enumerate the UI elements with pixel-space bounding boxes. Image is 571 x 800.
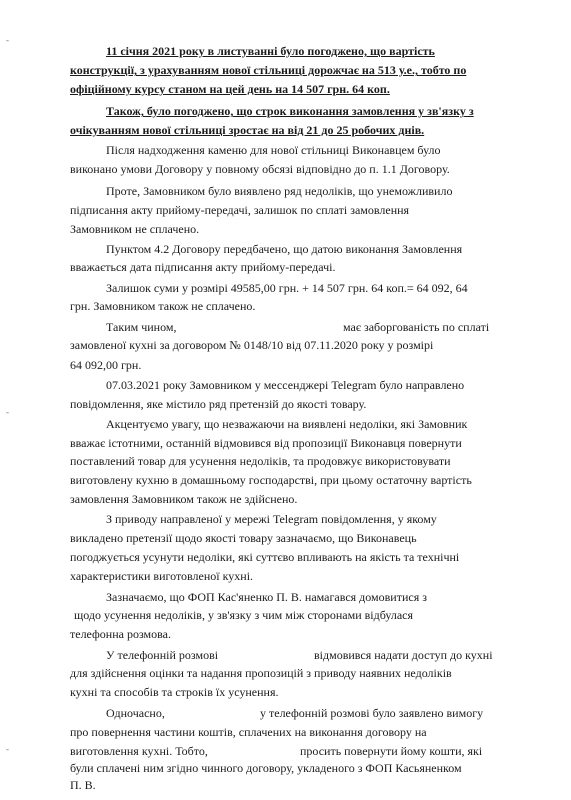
text-line: Залишок суми у розмірі 49585,00 грн. + 14 507 грн. 64 коп.= 64 092, 64 <box>106 281 468 295</box>
text-line: грн. Замовником також не сплачено. <box>70 299 256 314</box>
text-line: погоджується усунути недоліки, які суттєво впливають на якість та технічні <box>70 549 460 564</box>
text-line: Акцентуємо увагу, що незважаючи на виявлені недоліки, які Замовник <box>106 416 468 431</box>
text-line: П. В. <box>70 778 96 792</box>
text-line: просить повернути йому кошти, які <box>300 743 483 758</box>
text-line: 64 092,00 грн. <box>70 357 142 372</box>
text-line: щодо усунення недоліків, у зв'язку з чим між сторонами відбулася <box>74 607 414 622</box>
text-line: про повернення частини коштів, сплачених на виконання договору на <box>70 725 427 740</box>
text-line: характеристики виготовленої кухні. <box>70 568 254 583</box>
text-line: замовлення Замовником також не здійснено. <box>70 492 298 507</box>
text-line: були сплачені ним згідно чинного договору, укладеного з ФОП Касьяненком <box>70 760 462 775</box>
text-line: Зазначаємо, що ФОП Кас'яненко П. В. намагався домовитися з <box>106 589 427 604</box>
text-line: У телефонній розмові <box>106 648 219 662</box>
text-line: 11 січня 2021 року в листуванні було погоджено, що вартість <box>106 44 435 58</box>
text-line: вважається дата підписання акту прийому-передачі. <box>70 260 336 274</box>
text-line: Замовником не сплачено. <box>70 221 200 236</box>
text-line: викладено претензії щодо якості товару зазначаємо, що Виконавець <box>70 531 417 546</box>
text-line: Також, було погоджено, що строк виконання замовлення у зв'язку з <box>106 104 474 119</box>
text-line: виготовлення кухні. Тобто, <box>70 743 208 758</box>
text-line: поставлений товар для усунення недоліків, та продовжує використовувати <box>70 454 451 468</box>
text-line: у телефонній розмові було заявлено вимогу <box>260 706 484 721</box>
text-line: З приводу направленої у мережі Telegram повідомлення, у якому <box>106 512 437 527</box>
text-line: виготовлену кухню в домашньому господарстві, при цьому остаточну вартість <box>70 473 472 488</box>
margin-mark: - <box>6 744 9 754</box>
text-line: Проте, Замовником було виявлено ряд недоліків, що унеможливило <box>106 183 453 198</box>
text-line: конструкції, з урахуванням нової стільниці дорожчає на 513 у.е., тобто по <box>70 63 467 78</box>
margin-mark: - <box>6 407 9 417</box>
text-line: вважає істотними, останній відмовився від пропозиції Виконавця повернути <box>70 435 462 450</box>
text-line: для здійснення оцінки та надання пропозицій з приводу наявних недоліків <box>70 666 452 681</box>
text-line: Пунктом 4.2 Договору передбачено, що датою виконання Замовлення <box>106 241 463 256</box>
text-line: повідомлення, яке містило ряд претензій до якості товару. <box>70 396 367 411</box>
margin-mark: - <box>6 35 9 45</box>
text-line: очікуванням нової стільниці зростає на від 21 до 25 робочих днів. <box>70 123 425 138</box>
text-line: виконано умови Договору у повному обсязі відповідно до п. 1.1 Договору. <box>70 161 450 176</box>
text-line: має заборгованість по сплаті <box>343 320 490 335</box>
text-line: 07.03.2021 року Замовником у мессенджері Telegram було направлено <box>106 377 465 392</box>
text-line: Одночасно, <box>106 706 165 721</box>
text-line: офіційному курсу станом на цей день на 14 507 грн. 64 коп. <box>70 82 390 97</box>
text-line: відмовився надати доступ до кухні <box>314 648 493 662</box>
text-line: підписання акту прийому-передачі, залишок по сплаті замовлення <box>70 202 410 217</box>
text-line: Таким чином, <box>106 320 177 335</box>
text-line: Після надходження каменю для нової стільниці Виконавцем було <box>106 143 441 158</box>
text-line: кухні та способів та строків їх усунення. <box>70 685 279 700</box>
text-line: телефонна розмова. <box>70 627 171 641</box>
text-line: замовленої кухні за договором № 0148/10 від 07.11.2020 року у розмірі <box>70 338 434 353</box>
